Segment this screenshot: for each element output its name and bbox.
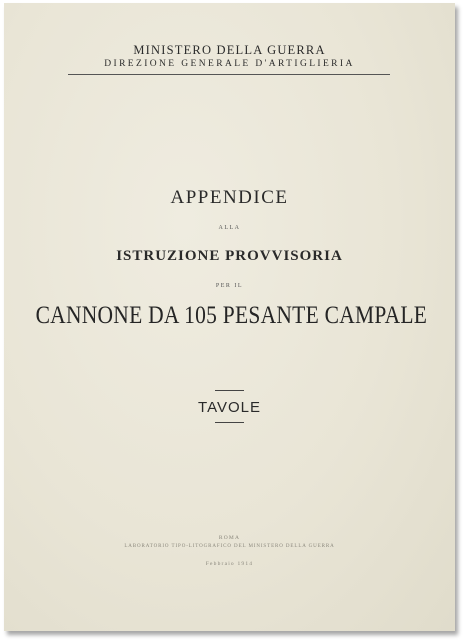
header-divider [68, 74, 390, 75]
imprint-printer: LABORATORIO TIPO-LITOGRAFICO DEL MINISTERO DELLA GUERRA [124, 544, 335, 549]
imprint-year: Febbraio 1914 [205, 561, 254, 567]
ministry-heading: MINISTERO DELLA GUERRA [133, 43, 326, 57]
document-page [4, 3, 455, 631]
tavole-rule-bottom [215, 422, 244, 423]
connector-alla: ALLA [218, 225, 241, 231]
tavole-heading: TAVOLE [198, 399, 261, 416]
instruction-title: ISTRUZIONE PROVVISORIA [116, 248, 343, 264]
appendix-title: APPENDICE [170, 187, 289, 208]
connector-per-il: PER IL [215, 283, 244, 289]
tavole-rule-top [215, 390, 244, 391]
imprint-city: ROMA [218, 535, 241, 541]
direction-heading: DIREZIONE GENERALE D'ARTIGLIERIA [104, 59, 355, 69]
cannon-title: CANNONE DA 105 PESANTE CAMPALE [35, 302, 428, 329]
